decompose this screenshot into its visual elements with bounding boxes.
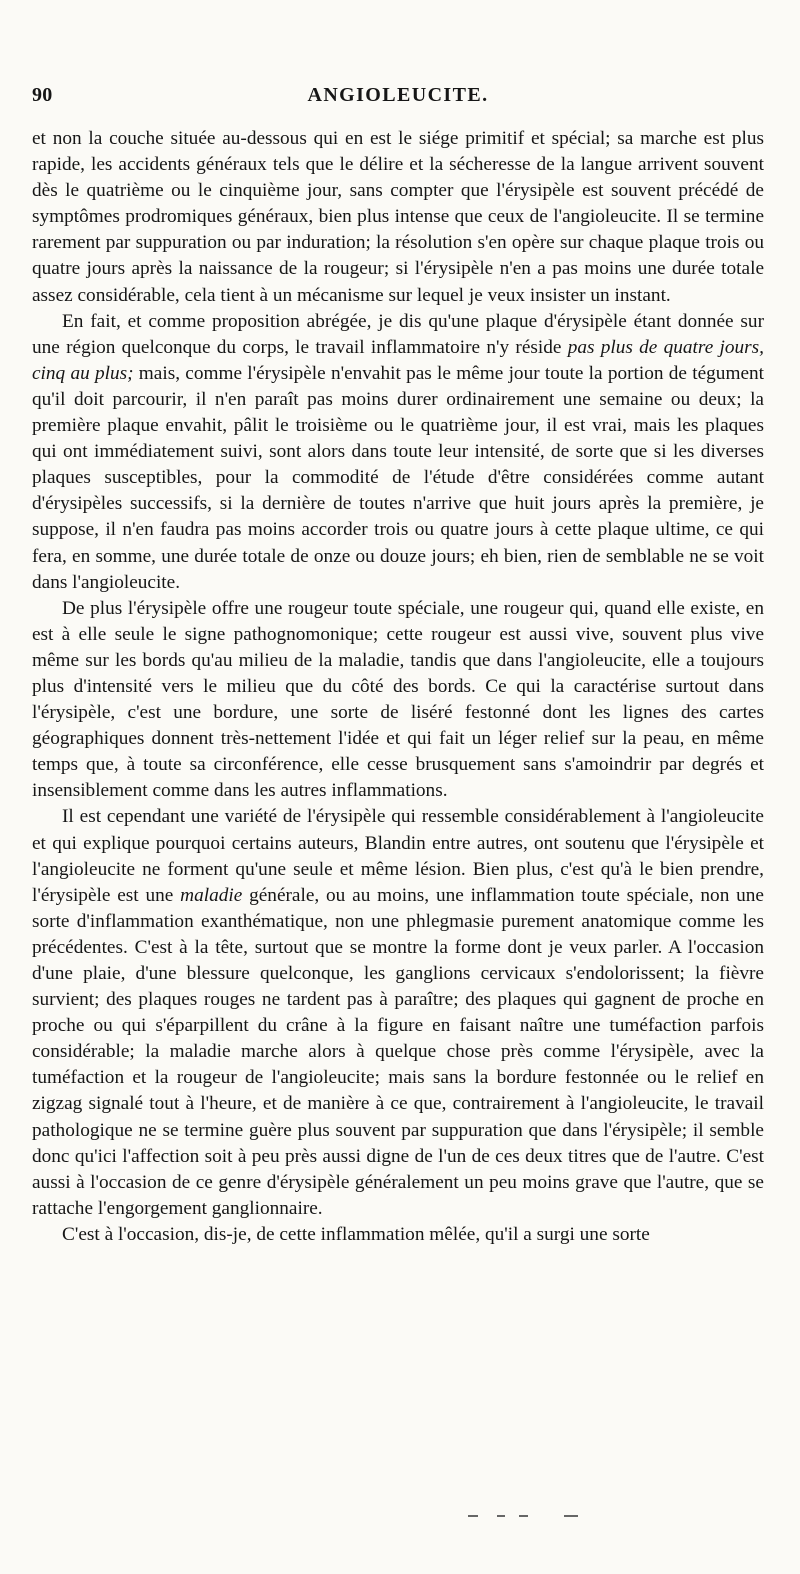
paragraph-5-text: C'est à l'occasion, dis-je, de cette inflammation mêlée, qu'il a surgi une sorte xyxy=(62,1223,650,1245)
paragraph-2-text-before: En fait, et comme proposition abrégée, je dis qu'une plaque d'érysipèle étant donnée sur une région quelconque du corps, le travail inflammatoire n'y réside xyxy=(32,310,764,358)
running-title: ANGIOLEUCITE. xyxy=(307,84,489,106)
paragraph-2-italic-phrase: pas plus de quatre jours, cinq au plus; xyxy=(32,336,764,384)
printer-mark xyxy=(497,1515,505,1517)
paragraph-2 xyxy=(32,309,764,596)
main-text xyxy=(32,126,764,1248)
printer-marks xyxy=(468,1515,578,1519)
printer-mark xyxy=(468,1515,478,1517)
page-header xyxy=(32,84,764,112)
printer-mark xyxy=(564,1515,578,1517)
paragraph-4-text-after: générale, ou au moins, une inflammation toute spéciale, non une sorte d'inflammation exanthématique, non une phlegmasie purement anatomique comme les précédentes. C'est à la tête, surtout que se montre la forme dont je veux parler. A l'occasion d'une plaie, d'une blessure quelconque, les ganglions cervicaux s'endolorissent; la fièvre survient; des plaques rouges ne tardent pas à paraître; des plaques qui gagnent de proche en proche ou qui s'éparpillent du crâne à la figure en faisant naître une tuméfaction parfois considérable; la maladie marche alors à quelque chose près comme l'érysipèle, avec la tuméfaction et la rougeur de l'angioleucite; mais sans la bordure festonnée ou le relief en zigzag signalé tout à l'heure, et de manière à ce que, contrairement à l'angioleucite, le travail pathologique ne se termine guère plus souvent par suppuration que dans l'érysipèle; il semble donc qu'ici l'affection soit à peu près aussi digne de l'un de ces deux titres que de l'autre. C'est aussi à l'occasion de ce genre d'érysipèle généralement un peu moins grave que l'autre, que se rattache l'engorgement ganglionnaire. xyxy=(32,884,764,1219)
paragraph-3-text: De plus l'érysipèle offre une rougeur toute spéciale, une rougeur qui, quand elle existe, en est à elle seule le signe pathognomonique; cette rougeur est aussi vive, souvent plus vive même sur les bords qu'au milieu de la maladie, tandis que dans l'angioleucite, elle a toujours plus d'intensité vers le milieu que du côté des bords. Ce qui la caractérise surtout dans l'érysipèle, c'est une bordure, une sorte de liséré festonné dont les lignes des cartes géographiques donnent très-nettement l'idée et qui fait un léger relief sur la peau, en même temps que, à toute sa circonférence, elle cesse brusquement sans s'amoindrir par degrés et insensiblement comme dans les autres inflammations. xyxy=(32,597,764,802)
paragraph-1 xyxy=(32,126,764,309)
paragraph-2-text-after: mais, comme l'érysipèle n'envahit pas le même jour toute la portion de tégument qu'il doit parcourir, il n'en paraît pas moins durer ordinairement une semaine ou deux; la première plaque envahit, pâlit le troisième ou le quatrième jour, il est vrai, mais les plaques qui ont immédiatement suivi, sont alors dans toute leur intensité, de sorte que si les diverses plaques susceptibles, pour la commodité de l'étude d'être considérées comme autant d'érysipèles successifs, si la dernière de toutes n'arrive que huit jours après la première, je suppose, il n'en faudra pas moins accorder trois ou quatre jours à cette plaque ultime, ce qui fera, en somme, une durée totale de onze ou douze jours; eh bien, rien de semblable ne se voit dans l'angioleucite. xyxy=(32,362,764,593)
paragraph-5 xyxy=(32,1222,764,1248)
printer-mark xyxy=(519,1515,528,1517)
paragraph-4-text-before: Il est cependant une variété de l'érysipèle qui ressemble considérablement à l'angioleucite et qui explique pourquoi certains auteurs, Blandin entre autres, ont soutenu que l'érysipèle et l'angioleucite ne forment qu'une seule et même lésion. Bien plus, c'est qu'à le bien prendre, l'érysipèle est une xyxy=(32,806,764,906)
page-number: 90 xyxy=(32,84,53,106)
paragraph-3 xyxy=(32,596,764,805)
paragraph-1-text: et non la couche située au-dessous qui en est le siége primitif et spécial; sa marche est plus rapide, les accidents généraux tels que le délire et la sécheresse de la langue arrivent souvent dès le quatrième ou le cinquième jour, sans compter que l'érysipèle est souvent précédé de symptômes prodromiques généraux, bien plus intense que ceux de l'angioleucite. Il se termine rarement par suppuration ou par induration; la résolution s'en opère sur chaque plaque trois ou quatre jours après la naissance de la rougeur; si l'érysipèle n'en a pas moins une durée totale assez considérable, cela tient à un mécanisme sur lequel je veux insister un instant. xyxy=(32,128,764,306)
paragraph-4 xyxy=(32,804,764,1222)
paragraph-4-italic-word: maladie xyxy=(180,884,243,906)
